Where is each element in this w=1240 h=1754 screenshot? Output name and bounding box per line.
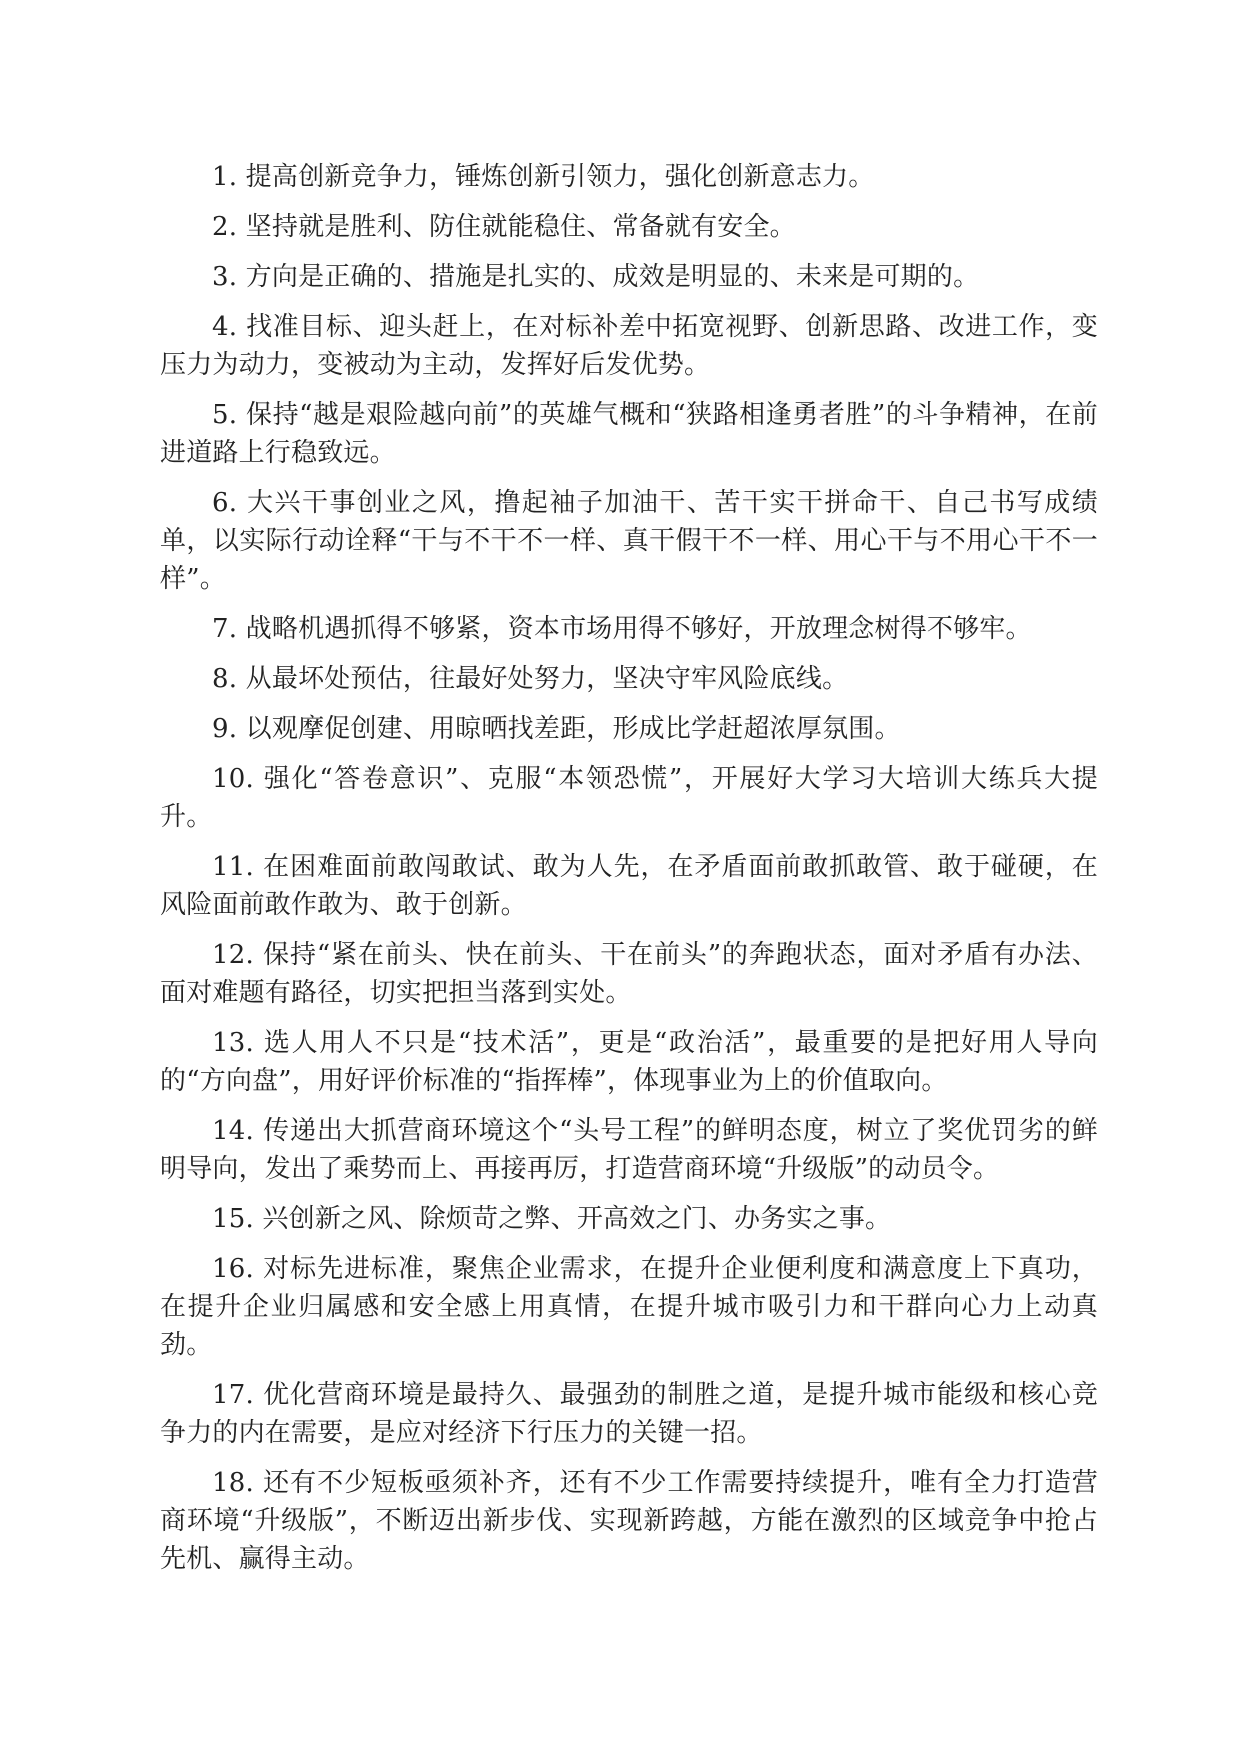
paragraph-8: 8. 从最坏处预估，往最好处努力，坚决守牢风险底线。 <box>212 664 849 694</box>
paragraph-15: 15. 兴创新之风、除烦苛之弊、开高效之门、办务实之事。 <box>212 1204 892 1234</box>
paragraph-1: 1. 提高创新竞争力，锤炼创新引领力，强化创新意志力。 <box>212 162 875 192</box>
paragraph-2: 2. 坚持就是胜利、防住就能稳住、常备就有安全。 <box>212 212 796 242</box>
paragraph-3: 3. 方向是正确的、措施是扎实的、成效是明显的、未来是可期的。 <box>212 262 980 292</box>
paragraph-9: 9. 以观摩促创建、用晾晒找差距，形成比学赶超浓厚氛围。 <box>212 714 901 744</box>
paragraph-10: 10. 强化“答卷意识”、克服“本领恐慌”，开展好大学习大培训大练兵大提升。 <box>160 764 1098 832</box>
paragraph-14: 14. 传递出大抓营商环境这个“头号工程”的鲜明态度，树立了奖优罚劣的鲜明导向，发出了乘势而上、再接再厉，打造营商环境“升级版”的动员令。 <box>160 1116 1098 1184</box>
paragraph-17: 17. 优化营商环境是最持久、最强劲的制胜之道，是提升城市能级和核心竞争力的内在需要，是应对经济下行压力的关键一招。 <box>160 1380 1098 1448</box>
paragraph-4: 4. 找准目标、迎头赶上，在对标补差中拓宽视野、创新思路、改进工作，变压力为动力，变被动为主动，发挥好后发优势。 <box>160 312 1098 380</box>
paragraph-6: 6. 大兴干事创业之风，撸起袖子加油干、苦干实干拼命干、自己书写成绩单，以实际行动诠释“干与不干不一样、真干假干不一样、用心干与不用心干不一样”。 <box>160 488 1098 594</box>
paragraph-12: 12. 保持“紧在前头、快在前头、干在前头”的奔跑状态，面对矛盾有办法、面对难题有路径，切实把担当落到实处。 <box>160 940 1098 1008</box>
paragraph-13: 13. 选人用人不只是“技术活”，更是“政治活”，最重要的是把好用人导向的“方向盘”，用好评价标准的“指挥棒”，体现事业为上的价值取向。 <box>160 1028 1098 1096</box>
paragraph-7: 7. 战略机遇抓得不够紧，资本市场用得不够好，开放理念树得不够牢。 <box>212 614 1032 644</box>
paragraph-16: 16. 对标先进标准，聚焦企业需求，在提升企业便利度和满意度上下真功，在提升企业归属感和安全感上用真情，在提升城市吸引力和干群向心力上动真劲。 <box>160 1254 1098 1360</box>
paragraph-18: 18. 还有不少短板亟须补齐，还有不少工作需要持续提升，唯有全力打造营商环境“升级版”，不断迈出新步伐、实现新跨越，方能在激烈的区域竞争中抢占先机、赢得主动。 <box>160 1468 1098 1574</box>
paragraph-5: 5. 保持“越是艰险越向前”的英雄气概和“狭路相逢勇者胜”的斗争精神，在前进道路上行稳致远。 <box>160 400 1098 468</box>
document-page <box>160 158 1098 1590</box>
paragraph-11: 11. 在困难面前敢闯敢试、敢为人先，在矛盾面前敢抓敢管、敢于碰硬，在风险面前敢作敢为、敢于创新。 <box>160 852 1098 920</box>
